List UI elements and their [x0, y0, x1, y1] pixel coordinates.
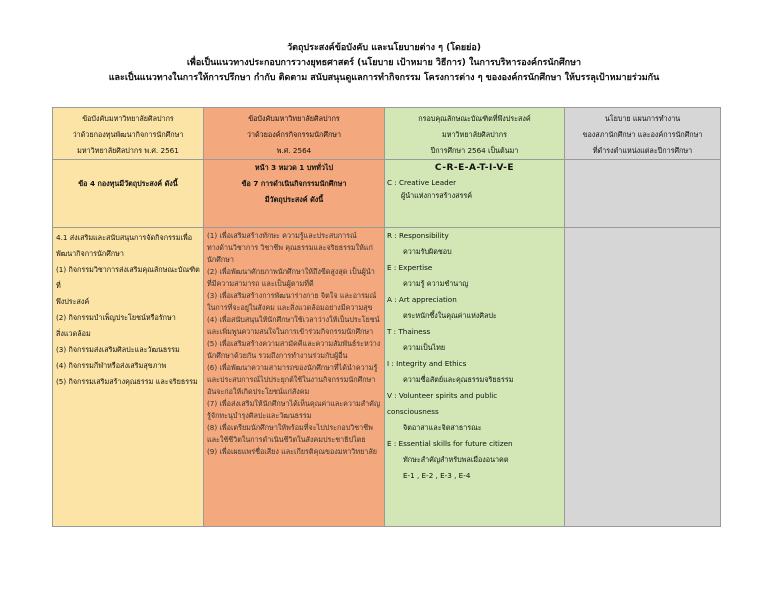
list-item: ความเป็นไทย: [403, 343, 446, 352]
header-cell-activity-regulation: [204, 108, 385, 160]
list-item: ในการที่จะอยู่ในสังคม และสิ่งแวดล้อมอย่างมีความสุข: [207, 303, 373, 312]
list-item: ตระหนักซึ้งในคุณค่าแห่งศิลปะ: [403, 311, 497, 320]
list-item: ความซื่อสัตย์และคุณธรรมจริยธรรม: [403, 375, 514, 384]
header-line: ว่าด้วยองค์กรกิจกรรมนักศึกษา: [246, 130, 342, 139]
list-item: (7) เพื่อส่งเสริมให้นักศึกษาได้เห็นคุณค่าและความสำคัญ: [207, 399, 381, 408]
header-line: มหาวิทยาลัยศิลปากร พ.ศ. 2561: [77, 146, 179, 155]
creative-acronym: C-R-E-A-T-I-V-E: [434, 163, 515, 173]
header-line: ปีการศึกษา 2564 เป็นต้นมา: [430, 146, 519, 155]
document-title: วัตถุประสงค์ข้อบังคับ และนโยบายต่าง ๆ (โดยย่อ): [287, 43, 481, 53]
header-cell-graduate-attributes: [385, 108, 565, 160]
document-subtitle-1: เพื่อเป็นแนวทางประกอบการวางยุทธศาสตร์ (นโยบาย เป้าหมาย วิธีการ) ในการบริหารองค์กรนักศึกษา: [186, 58, 582, 68]
heading-line: ข้อ 7 การดำเนินกิจกรรมนักศึกษา: [241, 179, 347, 188]
header-line: กรอบคุณลักษณะบัณฑิตที่พึงประสงค์: [418, 114, 531, 123]
creative-attributes-list: [385, 228, 565, 527]
list-item: (5) กิจกรรมเสริมสร้างคุณธรรม และจริยธรรม: [56, 377, 198, 386]
list-item: อันจะก่อให้เกิดประโยชน์แก่สังคม: [207, 387, 310, 396]
list-item: (1) เพื่อเสริมสร้างทักษะ ความรู้และประสบการณ์: [207, 231, 357, 240]
list-item: (3) กิจกรรมส่งเสริมศิลปะและวัฒนธรรม: [56, 345, 180, 354]
list-item: ความรู้ ความชำนาญ: [403, 279, 469, 288]
attribute-line: C : Creative Leader: [387, 178, 457, 187]
list-item: (1) กิจกรรมวิชาการส่งเสริมคุณลักษณะบัณฑิตที่: [56, 265, 200, 290]
list-item: E-1 , E-2 , E-3 , E-4: [403, 471, 471, 480]
header-cell-fund-regulation: [53, 108, 204, 160]
header-line: มหาวิทยาลัยศิลปากร: [442, 130, 507, 139]
list-item: 4.1 ส่งเสริมและสนับสนุนการจัดกิจกรรมเพื่อ: [56, 233, 193, 242]
header-row: [53, 108, 721, 160]
list-item: ทางด้านวิชาการ วิชาชีพ คุณธรรมและจริยธรรมให้แก่: [207, 243, 373, 252]
header-line: ของสภานักศึกษา และองค์การนักศึกษา: [582, 130, 703, 139]
heading-line: มีวัตถุประสงค์ ดังนี้: [264, 195, 324, 204]
document-subtitle-2: และเป็นแนวทางในการให้การปรึกษา กำกับ ติดตาม สนับสนุนดูแลการทำกิจกรรม โครงการต่าง ๆ ขององค์กรนักศึกษา ให้บรรลุเป้าหมายร่วมกัน: [108, 73, 660, 83]
list-item: (9) เพื่อเผยแพร่ชื่อเสียง และเกียรติคุณของมหาวิทยาลัย: [207, 447, 377, 456]
fund-objectives-heading: ข้อ 4 กองทุนมีวัตถุประสงค์ ดังนี้: [53, 160, 204, 228]
empty-cell: [565, 228, 721, 527]
list-item: A : Art appreciation: [387, 295, 457, 304]
body-row: [53, 228, 721, 527]
fund-objectives-list: [53, 228, 204, 527]
empty-cell: [565, 160, 721, 228]
activity-objectives-heading: [204, 160, 385, 228]
document-title-block: [0, 41, 768, 86]
list-item: และประสบการณ์ไปประยุกต์ใช้ในงานกิจกรรมนักศึกษา: [207, 375, 376, 384]
header-line: ข้อบังคับมหาวิทยาลัยศิลปากร: [82, 114, 174, 123]
header-line: ข้อบังคับมหาวิทยาลัยศิลปากร: [248, 114, 340, 123]
creative-heading: [385, 160, 565, 228]
header-line: นโยบาย แผนการทำงาน: [604, 114, 681, 123]
list-item: นักศึกษา: [207, 255, 234, 264]
list-item: รู้จักทะนุบำรุงศิลปะและวัฒนธรรม: [207, 411, 312, 420]
attribute-line: ผู้นำแห่งการสร้างสรรค์: [401, 191, 472, 200]
list-item: (4) เพื่อสนับสนุนให้นักศึกษาใช้เวลาว่างให้เป็นประโยชน์: [207, 315, 380, 324]
list-item: จิตอาสาและจิตสาธารณะ: [403, 423, 482, 432]
list-item: R : Responsibility: [387, 231, 449, 240]
header-line: พ.ศ. 2564: [276, 146, 312, 155]
activity-objectives-list: [204, 228, 385, 527]
list-item: พึงประสงค์: [56, 297, 90, 306]
header-line: ว่าด้วยกองทุนพัฒนากิจการนักศึกษา: [72, 130, 184, 139]
list-item: และเพิ่มพูนความสนใจในการเข้าร่วมกิจกรรมนักศึกษา: [207, 327, 374, 336]
list-item: ทักษะสำคัญสำหรับพลเมืองอนาคต: [403, 455, 509, 464]
list-item: V : Volunteer spirits and public: [387, 391, 498, 400]
list-item: (6) เพื่อพัฒนาความสามารถของนักศึกษาที่ได้นำความรู้: [207, 363, 378, 372]
list-item: (2) เพื่อพัฒนาศักยภาพนักศึกษาให้ถึงขีดสูงสุด เป็นผู้นำ: [207, 267, 375, 276]
list-item: ที่มีความสามารถ และเป็นผู้ตามที่ดี: [207, 279, 314, 288]
list-item: (3) เพื่อเสริมสร้างการพัฒนาร่างกาย จิตใจ และอารมณ์: [207, 291, 377, 300]
list-item: (4) กิจกรรมกีฬาหรือส่งเสริมสุขภาพ: [56, 361, 167, 370]
list-item: I : Integrity and Ethics: [387, 359, 467, 368]
list-item: สิ่งแวดล้อม: [56, 329, 91, 338]
list-item: E : Essential skills for future citizen: [387, 439, 513, 448]
header-line: ที่ดำรงตำแหน่งแต่ละปีการศึกษา: [592, 146, 693, 155]
heading-line: หน้า 3 หมวด 1 บททั่วไป: [254, 163, 334, 172]
header-cell-council-policy: [565, 108, 721, 160]
subheader-row: [53, 160, 721, 228]
list-item: นักศึกษาด้วยกัน รวมถึงการทำงานร่วมกับผู้อื่น: [207, 351, 348, 360]
list-item: ความรับผิดชอบ: [403, 247, 452, 256]
list-item: (5) เพื่อเสริมสร้างความสามัคคีและความสัมพันธ์ระหว่าง: [207, 339, 381, 348]
list-item: พัฒนากิจการนักศึกษา: [56, 249, 124, 258]
policy-table: [52, 107, 721, 527]
list-item: consciousness: [387, 407, 439, 416]
list-item: E : Expertise: [387, 263, 433, 272]
list-item: และใช้ชีวิตในการดำเนินชีวิตในสังคมประชาธิปไตย: [207, 435, 366, 444]
list-item: (8) เพื่อเตรียมนักศึกษาให้พร้อมที่จะไปประกอบวิชาชีพ: [207, 423, 373, 432]
list-item: T : Thainess: [387, 327, 431, 336]
list-item: (2) กิจกรรมบำเพ็ญประโยชน์หรือรักษา: [56, 313, 176, 322]
